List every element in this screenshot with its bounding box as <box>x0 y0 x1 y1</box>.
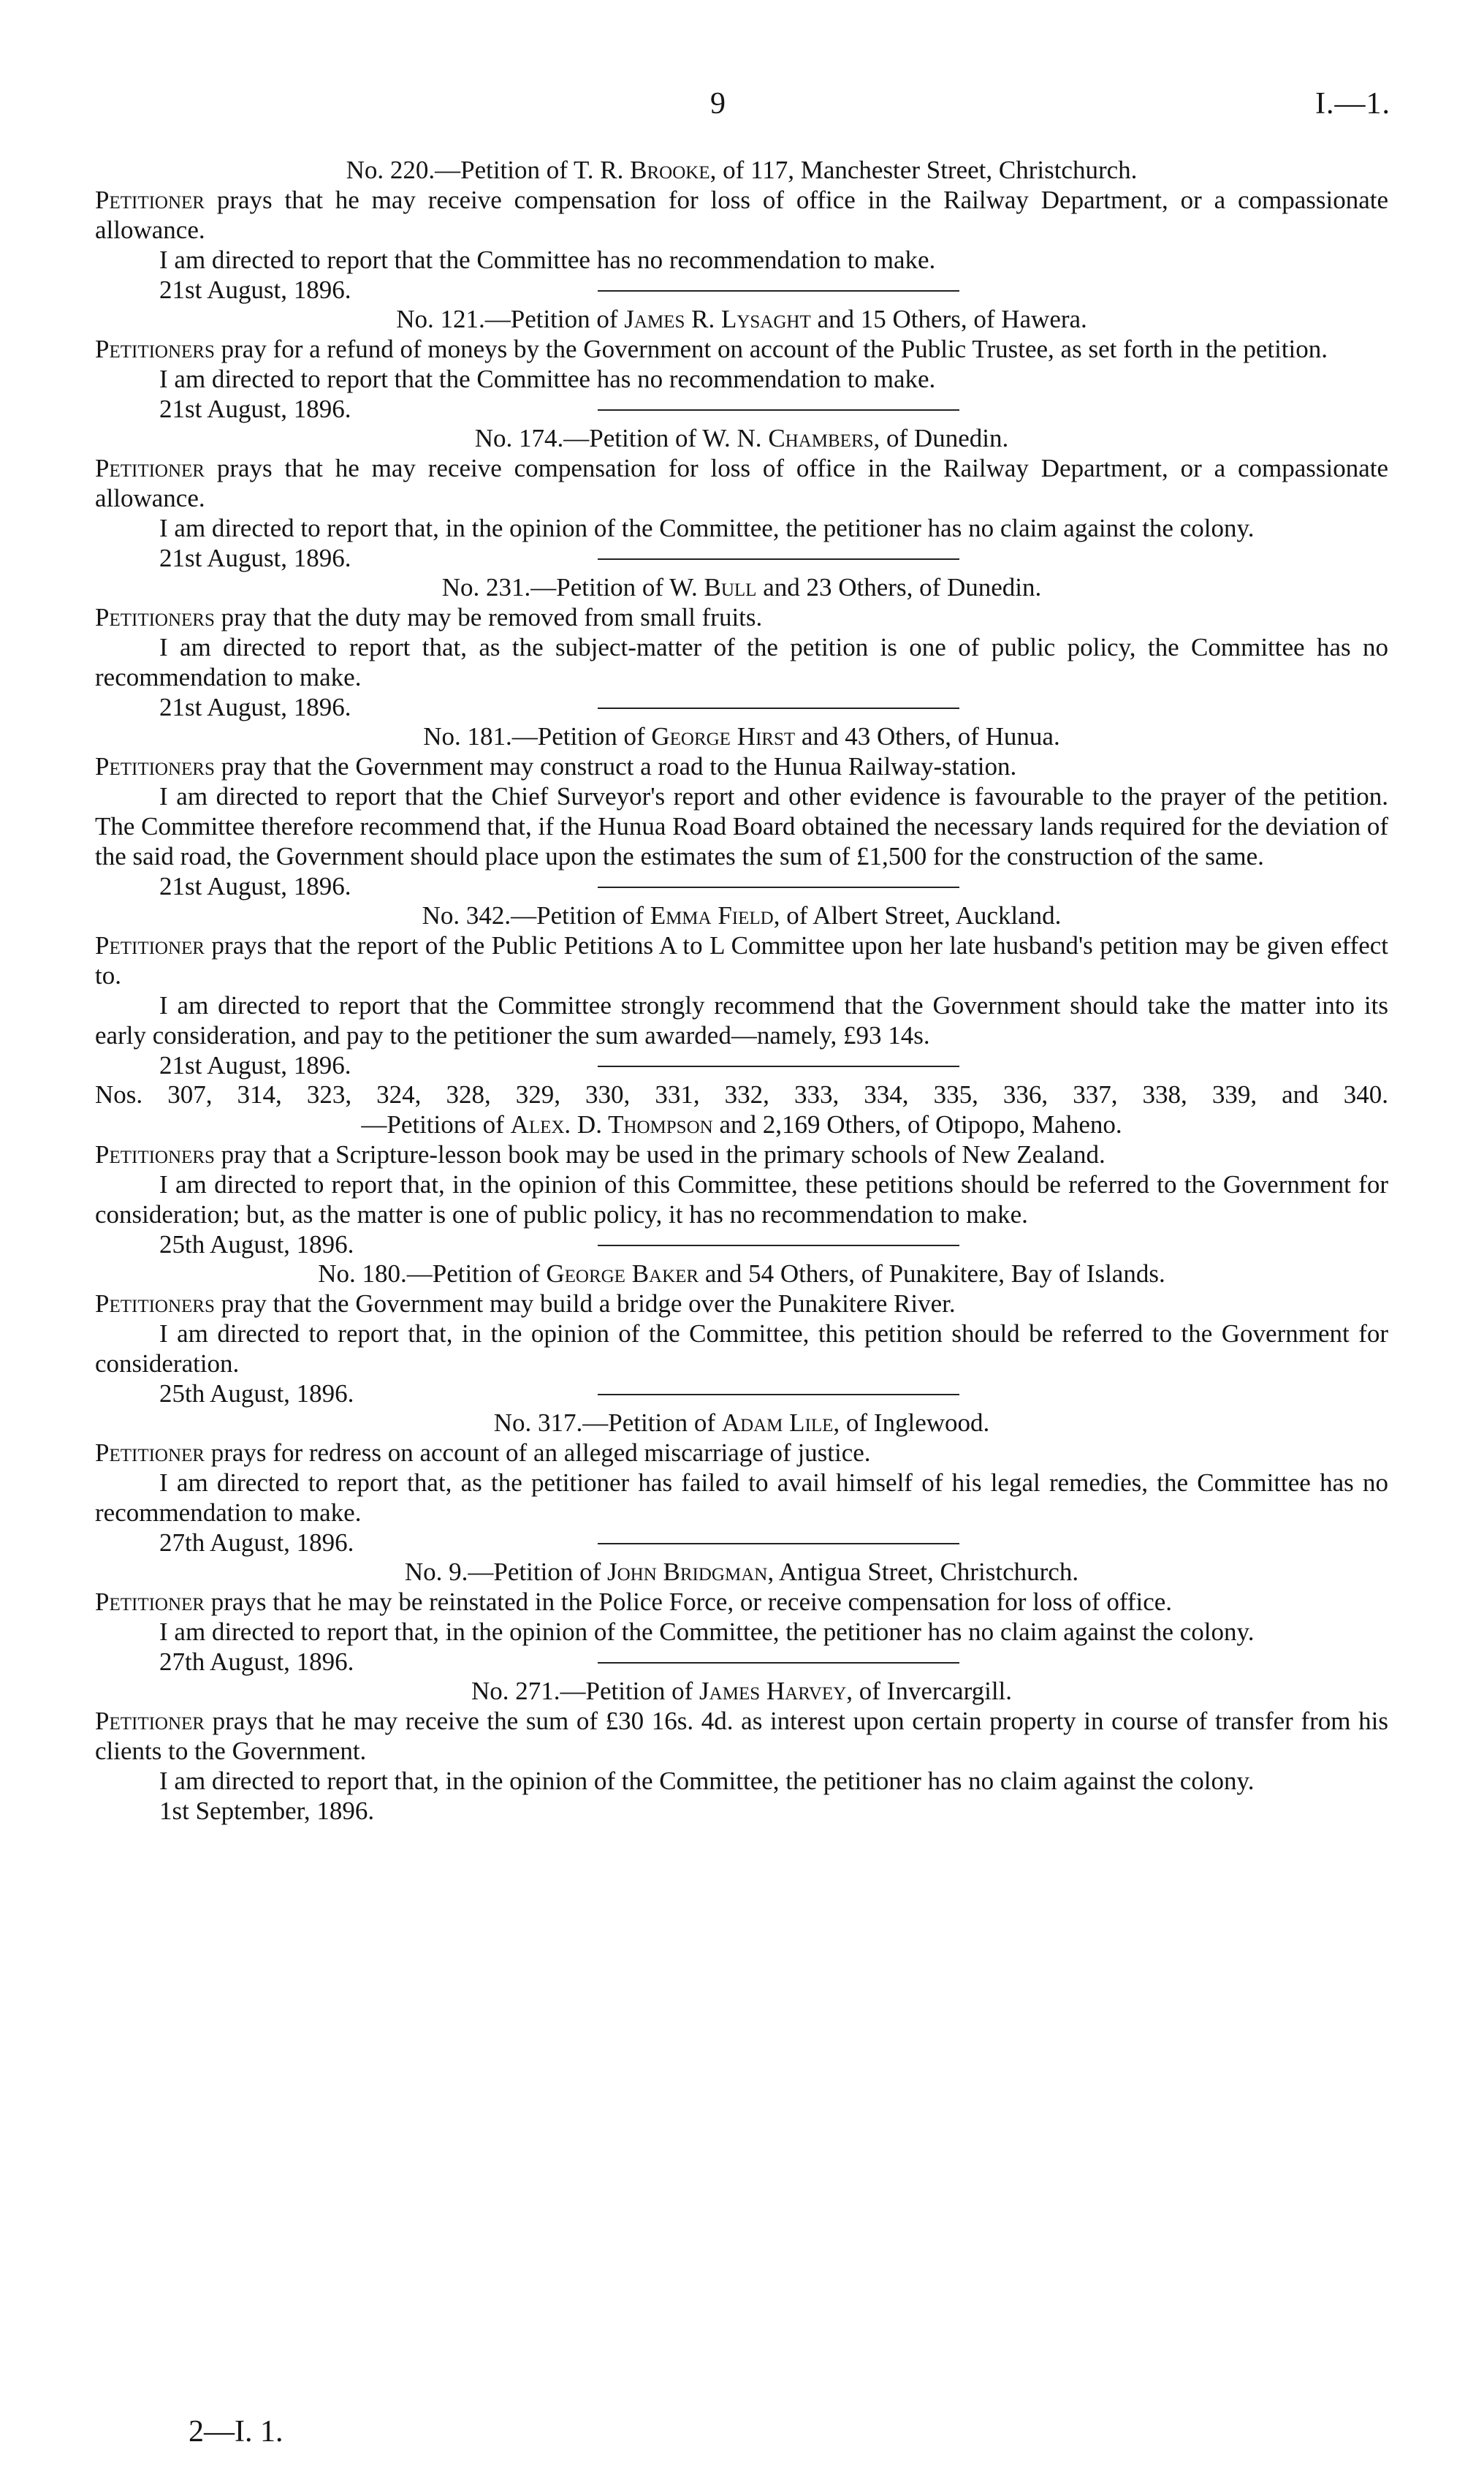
petition-heading: No. 317.—Petition of Adam Lile, of Inglewood. <box>493 1408 990 1437</box>
report-date: 21st August, 1896. <box>159 1051 351 1080</box>
session-reference: I.—1. <box>1315 87 1390 121</box>
separator-rule <box>598 887 959 888</box>
petition-entry <box>95 304 1388 423</box>
petition-entry <box>95 1557 1388 1676</box>
petition-prayer: Petitioners pray that the Government may build a bridge over the Punakitere River. <box>95 1289 956 1318</box>
committee-report: I am directed to report that the Committee strongly recommend that the Government should take the matter into its early consideration, and pay to the petitioner the sum awarded—namely, £93 14s. <box>95 991 1388 1050</box>
petition-entry <box>95 1080 1388 1259</box>
report-date: 21st August, 1896. <box>159 693 351 721</box>
petition-heading: No. 342.—Petition of Emma Field, of Albert Street, Auckland. <box>422 901 1062 930</box>
petition-prayer: Petitioner prays that the report of the Public Petitions A to L Committee upon her late husband's petition may be given effect to. <box>95 931 1388 990</box>
separator-rule <box>598 290 959 292</box>
petition-prayer: Petitioners pray that a Scripture-lesson book may be used in the primary schools of New Zealand. <box>95 1140 1106 1169</box>
petition-entry <box>95 1259 1388 1408</box>
petition-heading: No. 231.—Petition of W. Bull and 23 Others, of Dunedin. <box>441 573 1042 602</box>
petition-heading: No. 181.—Petition of George Hirst and 43 Others, of Hunua. <box>423 722 1060 751</box>
petition-prayer: Petitioners pray that the Government may construct a road to the Hunua Railway-station. <box>95 752 1017 781</box>
committee-report: I am directed to report that, in the opinion of the Committee, the petitioner has no claim against the colony. <box>159 1617 1255 1646</box>
committee-report: I am directed to report that, as the petitioner has failed to avail himself of his legal remedies, the Committee has no recommendation to make. <box>95 1468 1388 1527</box>
separator-rule <box>598 1066 959 1067</box>
petition-heading: —Petitions of Alex. D. Thompson and 2,169 Others, of Otipopo, Maheno. <box>361 1110 1122 1139</box>
separator-rule <box>598 1394 959 1395</box>
report-date: 21st August, 1896. <box>159 276 351 304</box>
page-header <box>0 86 1484 130</box>
report-date: 25th August, 1896. <box>159 1230 354 1259</box>
petition-entry <box>95 423 1388 572</box>
petition-prayer: Petitioner prays for redress on account of an alleged miscarriage of justice. <box>95 1438 871 1467</box>
petition-prayer: Petitioners pray for a refund of moneys by the Government on account of the Public Trustee, as set forth in the petition. <box>95 335 1328 363</box>
separator-rule <box>598 1662 959 1664</box>
separator-rule <box>598 1245 959 1246</box>
report-date: 1st September, 1896. <box>159 1797 375 1825</box>
committee-report: I am directed to report that, as the subject-matter of the petition is one of public policy, the Committee has no recommendation to make. <box>95 633 1388 691</box>
petition-heading: No. 271.—Petition of James Harvey, of Invercargill. <box>471 1677 1013 1705</box>
petition-heading: No. 174.—Petition of W. N. Chambers, of Dunedin. <box>474 424 1009 452</box>
petition-entry <box>95 1676 1388 1826</box>
report-date: 27th August, 1896. <box>159 1647 354 1676</box>
petition-entry <box>95 1408 1388 1557</box>
report-date: 25th August, 1896. <box>159 1379 354 1408</box>
petition-prayer: Petitioners pray that the duty may be removed from small fruits. <box>95 603 763 632</box>
separator-rule <box>598 558 959 560</box>
petition-entry <box>95 721 1388 900</box>
committee-report: I am directed to report that, in the opinion of the Committee, the petitioner has no claim against the colony. <box>159 1767 1255 1795</box>
report-date: 21st August, 1896. <box>159 395 351 423</box>
separator-rule <box>598 409 959 411</box>
petition-list <box>95 155 1388 1826</box>
petition-prayer: Petitioner prays that he may be reinstated in the Police Force, or receive compensation for loss of office. <box>95 1588 1173 1616</box>
petition-heading: No. 220.—Petition of T. R. Brooke, of 117, Manchester Street, Christchurch. <box>346 156 1138 184</box>
petition-entry <box>95 900 1388 1080</box>
committee-report: I am directed to report that, in the opinion of the Committee, this petition should be referred to the Government for consideration. <box>95 1319 1388 1378</box>
committee-report: I am directed to report that the Committee has no recommendation to make. <box>159 246 936 274</box>
report-date: 27th August, 1896. <box>159 1528 354 1557</box>
separator-rule <box>598 1543 959 1544</box>
petition-prayer: Petitioner prays that he may receive the sum of £30 16s. 4d. as interest upon certain property in course of transfer from his clients to the Government. <box>95 1707 1388 1765</box>
printer-signature: 2—I. 1. <box>189 2415 284 2449</box>
committee-report: I am directed to report that, in the opinion of this Committee, these petitions should be referred to the Government for consideration; but, as the matter is one of public policy, it has no recommendation to make. <box>95 1170 1388 1229</box>
committee-report: I am directed to report that, in the opinion of the Committee, the petitioner has no claim against the colony. <box>159 514 1255 542</box>
petition-heading: No. 121.—Petition of James R. Lysaght and 15 Others, of Hawera. <box>396 305 1087 333</box>
separator-rule <box>598 708 959 709</box>
petition-entry <box>95 572 1388 721</box>
petition-numbers: Nos. 307, 314, 323, 324, 328, 329, 330, 331, 332, 333, 334, 335, 336, 337, 338, 339, and 340. <box>95 1080 1388 1109</box>
petition-prayer: Petitioner prays that he may receive compensation for loss of office in the Railway Department, or a compassionate allowance. <box>95 454 1388 512</box>
page-number: 9 <box>710 87 726 121</box>
petition-heading: No. 180.—Petition of George Baker and 54 Others, of Punakitere, Bay of Islands. <box>318 1259 1165 1288</box>
petition-prayer: Petitioner prays that he may receive compensation for loss of office in the Railway Department, or a compassionate allowance. <box>95 186 1388 244</box>
report-date: 21st August, 1896. <box>159 872 351 900</box>
committee-report: I am directed to report that the Committee has no recommendation to make. <box>159 365 936 393</box>
report-date: 21st August, 1896. <box>159 544 351 572</box>
petition-entry <box>95 155 1388 304</box>
committee-report: I am directed to report that the Chief Surveyor's report and other evidence is favourable to the prayer of the petition. The Committee therefore recommend that, if the Hunua Road Board obtained the necessary lands required for the deviation of the said road, the Government should place upon the estimates the sum of £1,500 for the construction of the same. <box>95 782 1388 871</box>
petition-heading: No. 9.—Petition of John Bridgman, Antigua Street, Christchurch. <box>404 1558 1079 1586</box>
